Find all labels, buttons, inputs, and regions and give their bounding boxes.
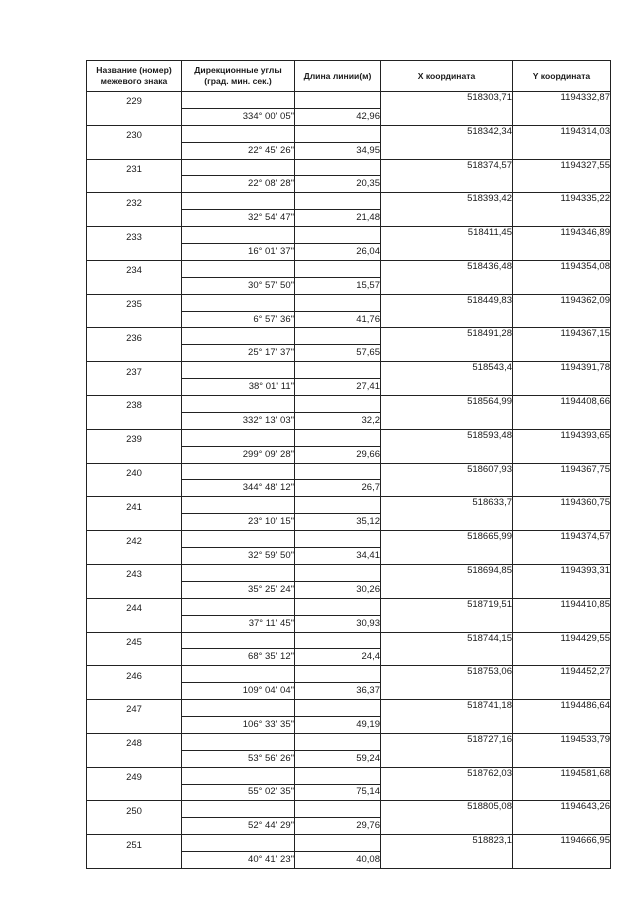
empty-cell	[182, 835, 295, 852]
point-name: 250	[87, 801, 182, 818]
empty-cell	[182, 632, 295, 649]
point-name: 231	[87, 159, 182, 176]
empty-cell	[182, 429, 295, 446]
table-row-segment	[87, 244, 611, 261]
table-row-point	[87, 531, 611, 548]
empty-cell	[87, 412, 182, 429]
empty-cell	[381, 311, 513, 328]
empty-cell	[381, 176, 513, 193]
y-coordinate: 1194533,79	[513, 733, 611, 750]
table-row-segment	[87, 784, 611, 801]
empty-cell	[182, 159, 295, 176]
table-row-segment	[87, 412, 611, 429]
direction-angle: 55° 02' 35"	[182, 784, 295, 801]
header-name: Название (номер) межевого знака	[87, 61, 182, 92]
table-row-segment	[87, 750, 611, 767]
empty-cell	[513, 311, 611, 328]
empty-cell	[87, 480, 182, 497]
x-coordinate: 518393,42	[381, 193, 513, 210]
table-row-segment	[87, 446, 611, 463]
line-length: 24,4	[295, 649, 381, 666]
header-angle: Дирекционные углы (град. мин. сек.)	[182, 61, 295, 92]
empty-cell	[87, 750, 182, 767]
direction-angle: 334° 00' 05"	[182, 108, 295, 125]
empty-cell	[295, 531, 381, 548]
empty-cell	[381, 210, 513, 227]
empty-cell	[182, 125, 295, 142]
direction-angle: 109° 04' 04"	[182, 683, 295, 700]
empty-cell	[295, 396, 381, 413]
empty-cell	[295, 429, 381, 446]
table-row-segment	[87, 649, 611, 666]
empty-cell	[182, 294, 295, 311]
empty-cell	[87, 379, 182, 396]
empty-cell	[381, 446, 513, 463]
table-row-point	[87, 125, 611, 142]
table-row-segment	[87, 683, 611, 700]
table-row-point	[87, 92, 611, 109]
empty-cell	[513, 683, 611, 700]
direction-angle: 25° 17' 37"	[182, 345, 295, 362]
table-row-point	[87, 396, 611, 413]
line-length: 57,65	[295, 345, 381, 362]
direction-angle: 68° 35' 12"	[182, 649, 295, 666]
line-length: 30,93	[295, 615, 381, 632]
y-coordinate: 1194367,75	[513, 463, 611, 480]
x-coordinate: 518607,93	[381, 463, 513, 480]
empty-cell	[182, 396, 295, 413]
empty-cell	[182, 463, 295, 480]
table-row-point	[87, 294, 611, 311]
point-name: 236	[87, 328, 182, 345]
point-name: 235	[87, 294, 182, 311]
empty-cell	[513, 379, 611, 396]
line-length: 20,35	[295, 176, 381, 193]
table-row-segment	[87, 514, 611, 531]
table-row-point	[87, 564, 611, 581]
empty-cell	[381, 716, 513, 733]
empty-cell	[295, 92, 381, 109]
x-coordinate: 518411,45	[381, 227, 513, 244]
x-coordinate: 518593,48	[381, 429, 513, 446]
table-row-point	[87, 429, 611, 446]
point-name: 246	[87, 666, 182, 683]
table-body	[87, 92, 611, 869]
empty-cell	[87, 818, 182, 835]
empty-cell	[513, 784, 611, 801]
line-length: 34,41	[295, 548, 381, 565]
y-coordinate: 1194354,08	[513, 260, 611, 277]
table-row-point	[87, 598, 611, 615]
empty-cell	[381, 480, 513, 497]
direction-angle: 299° 09' 28"	[182, 446, 295, 463]
empty-cell	[87, 514, 182, 531]
direction-angle: 22° 08' 28"	[182, 176, 295, 193]
table-row-segment	[87, 852, 611, 869]
line-length: 42,96	[295, 108, 381, 125]
direction-angle: 38° 01' 11"	[182, 379, 295, 396]
empty-cell	[381, 412, 513, 429]
empty-cell	[381, 514, 513, 531]
empty-cell	[381, 379, 513, 396]
x-coordinate: 518762,03	[381, 767, 513, 784]
empty-cell	[87, 108, 182, 125]
table-row-point	[87, 260, 611, 277]
y-coordinate: 1194367,15	[513, 328, 611, 345]
empty-cell	[295, 632, 381, 649]
point-name: 251	[87, 835, 182, 852]
table-row-segment	[87, 581, 611, 598]
empty-cell	[513, 142, 611, 159]
empty-cell	[381, 784, 513, 801]
point-name: 230	[87, 125, 182, 142]
empty-cell	[182, 328, 295, 345]
table-row-segment	[87, 716, 611, 733]
header-x: X координата	[381, 61, 513, 92]
empty-cell	[381, 852, 513, 869]
empty-cell	[381, 108, 513, 125]
empty-cell	[513, 649, 611, 666]
y-coordinate: 1194410,85	[513, 598, 611, 615]
table-row-segment	[87, 548, 611, 565]
table-row-point	[87, 733, 611, 750]
table-row-segment	[87, 277, 611, 294]
empty-cell	[87, 784, 182, 801]
line-length: 29,66	[295, 446, 381, 463]
line-length: 21,48	[295, 210, 381, 227]
point-name: 248	[87, 733, 182, 750]
y-coordinate: 1194643,26	[513, 801, 611, 818]
table-row-segment	[87, 210, 611, 227]
table-row-segment	[87, 176, 611, 193]
point-name: 249	[87, 767, 182, 784]
table-row-segment	[87, 480, 611, 497]
coordinates-sheet	[86, 60, 610, 869]
empty-cell	[182, 227, 295, 244]
x-coordinate: 518823,1	[381, 835, 513, 852]
empty-cell	[182, 564, 295, 581]
y-coordinate: 1194332,87	[513, 92, 611, 109]
y-coordinate: 1194391,78	[513, 362, 611, 379]
empty-cell	[513, 446, 611, 463]
table-row-point	[87, 666, 611, 683]
y-coordinate: 1194393,65	[513, 429, 611, 446]
empty-cell	[513, 615, 611, 632]
line-length: 75,14	[295, 784, 381, 801]
empty-cell	[513, 548, 611, 565]
empty-cell	[381, 649, 513, 666]
empty-cell	[87, 176, 182, 193]
empty-cell	[513, 210, 611, 227]
empty-cell	[381, 345, 513, 362]
empty-cell	[87, 345, 182, 362]
point-name: 239	[87, 429, 182, 446]
table-row-point	[87, 497, 611, 514]
empty-cell	[87, 244, 182, 261]
line-length: 30,26	[295, 581, 381, 598]
line-length: 41,76	[295, 311, 381, 328]
table-row-segment	[87, 818, 611, 835]
empty-cell	[295, 733, 381, 750]
y-coordinate: 1194666,95	[513, 835, 611, 852]
empty-cell	[87, 548, 182, 565]
x-coordinate: 518342,34	[381, 125, 513, 142]
line-length: 27,41	[295, 379, 381, 396]
empty-cell	[295, 801, 381, 818]
direction-angle: 106° 33' 35"	[182, 716, 295, 733]
table-row-segment	[87, 142, 611, 159]
y-coordinate: 1194327,55	[513, 159, 611, 176]
empty-cell	[87, 581, 182, 598]
empty-cell	[513, 581, 611, 598]
direction-angle: 40° 41' 23"	[182, 852, 295, 869]
x-coordinate: 518719,51	[381, 598, 513, 615]
y-coordinate: 1194581,68	[513, 767, 611, 784]
point-name: 233	[87, 227, 182, 244]
y-coordinate: 1194393,31	[513, 564, 611, 581]
direction-angle: 16° 01' 37"	[182, 244, 295, 261]
empty-cell	[87, 446, 182, 463]
line-length: 15,57	[295, 277, 381, 294]
line-length: 29,76	[295, 818, 381, 835]
empty-cell	[381, 581, 513, 598]
empty-cell	[295, 260, 381, 277]
empty-cell	[87, 210, 182, 227]
empty-cell	[513, 818, 611, 835]
x-coordinate: 518303,71	[381, 92, 513, 109]
x-coordinate: 518753,06	[381, 666, 513, 683]
direction-angle: 22° 45' 26"	[182, 142, 295, 159]
table-row-point	[87, 159, 611, 176]
empty-cell	[295, 497, 381, 514]
direction-angle: 35° 25' 24"	[182, 581, 295, 598]
y-coordinate: 1194429,55	[513, 632, 611, 649]
x-coordinate: 518727,16	[381, 733, 513, 750]
point-name: 234	[87, 260, 182, 277]
empty-cell	[295, 700, 381, 717]
empty-cell	[295, 328, 381, 345]
empty-cell	[295, 227, 381, 244]
direction-angle: 344° 48' 12"	[182, 480, 295, 497]
table-header-row	[87, 61, 611, 92]
table-row-segment	[87, 379, 611, 396]
line-length: 35,12	[295, 514, 381, 531]
empty-cell	[295, 835, 381, 852]
line-length: 40,08	[295, 852, 381, 869]
table-row-point	[87, 328, 611, 345]
table-row-segment	[87, 311, 611, 328]
x-coordinate: 518564,99	[381, 396, 513, 413]
empty-cell	[295, 159, 381, 176]
y-coordinate: 1194452,27	[513, 666, 611, 683]
direction-angle: 32° 59' 50"	[182, 548, 295, 565]
header-y: Y координата	[513, 61, 611, 92]
empty-cell	[513, 277, 611, 294]
point-name: 244	[87, 598, 182, 615]
empty-cell	[513, 108, 611, 125]
empty-cell	[87, 142, 182, 159]
line-length: 59,24	[295, 750, 381, 767]
empty-cell	[87, 615, 182, 632]
empty-cell	[295, 294, 381, 311]
empty-cell	[513, 716, 611, 733]
empty-cell	[87, 852, 182, 869]
empty-cell	[182, 497, 295, 514]
y-coordinate: 1194346,89	[513, 227, 611, 244]
line-length: 32,2	[295, 412, 381, 429]
empty-cell	[513, 412, 611, 429]
empty-cell	[182, 193, 295, 210]
y-coordinate: 1194408,66	[513, 396, 611, 413]
empty-cell	[295, 564, 381, 581]
header-length: Длина линии(м)	[295, 61, 381, 92]
empty-cell	[381, 244, 513, 261]
empty-cell	[381, 818, 513, 835]
table-row-point	[87, 227, 611, 244]
empty-cell	[182, 598, 295, 615]
point-name: 229	[87, 92, 182, 109]
direction-angle: 23° 10' 15"	[182, 514, 295, 531]
empty-cell	[182, 92, 295, 109]
table-row-point	[87, 700, 611, 717]
empty-cell	[87, 649, 182, 666]
empty-cell	[381, 683, 513, 700]
point-name: 245	[87, 632, 182, 649]
empty-cell	[295, 463, 381, 480]
direction-angle: 53° 56' 26"	[182, 750, 295, 767]
y-coordinate: 1194335,22	[513, 193, 611, 210]
empty-cell	[87, 311, 182, 328]
table-row-point	[87, 801, 611, 818]
point-name: 232	[87, 193, 182, 210]
table-row-point	[87, 193, 611, 210]
y-coordinate: 1194360,75	[513, 497, 611, 514]
x-coordinate: 518449,83	[381, 294, 513, 311]
table-row-segment	[87, 345, 611, 362]
x-coordinate: 518805,08	[381, 801, 513, 818]
empty-cell	[381, 615, 513, 632]
coordinates-table	[86, 60, 611, 869]
table-row-segment	[87, 108, 611, 125]
direction-angle: 332° 13' 03"	[182, 412, 295, 429]
empty-cell	[87, 683, 182, 700]
empty-cell	[513, 345, 611, 362]
empty-cell	[513, 852, 611, 869]
y-coordinate: 1194314,03	[513, 125, 611, 142]
empty-cell	[87, 277, 182, 294]
point-name: 247	[87, 700, 182, 717]
x-coordinate: 518543,4	[381, 362, 513, 379]
empty-cell	[182, 733, 295, 750]
direction-angle: 32° 54' 47"	[182, 210, 295, 227]
table-row-point	[87, 362, 611, 379]
x-coordinate: 518744,15	[381, 632, 513, 649]
x-coordinate: 518436,48	[381, 260, 513, 277]
empty-cell	[513, 750, 611, 767]
point-name: 241	[87, 497, 182, 514]
point-name: 242	[87, 531, 182, 548]
x-coordinate: 518633,7	[381, 497, 513, 514]
empty-cell	[295, 598, 381, 615]
point-name: 243	[87, 564, 182, 581]
x-coordinate: 518694,85	[381, 564, 513, 581]
table-row-point	[87, 767, 611, 784]
empty-cell	[295, 125, 381, 142]
empty-cell	[381, 142, 513, 159]
empty-cell	[182, 260, 295, 277]
empty-cell	[295, 193, 381, 210]
line-length: 26,04	[295, 244, 381, 261]
x-coordinate: 518665,99	[381, 531, 513, 548]
x-coordinate: 518374,57	[381, 159, 513, 176]
empty-cell	[182, 531, 295, 548]
empty-cell	[295, 666, 381, 683]
line-length: 49,19	[295, 716, 381, 733]
empty-cell	[182, 700, 295, 717]
x-coordinate: 518741,18	[381, 700, 513, 717]
point-name: 240	[87, 463, 182, 480]
line-length: 36,37	[295, 683, 381, 700]
empty-cell	[513, 176, 611, 193]
empty-cell	[182, 362, 295, 379]
empty-cell	[295, 767, 381, 784]
table-row-segment	[87, 615, 611, 632]
empty-cell	[513, 480, 611, 497]
point-name: 238	[87, 396, 182, 413]
y-coordinate: 1194486,64	[513, 700, 611, 717]
direction-angle: 6° 57' 36"	[182, 311, 295, 328]
y-coordinate: 1194374,57	[513, 531, 611, 548]
empty-cell	[381, 750, 513, 767]
y-coordinate: 1194362,09	[513, 294, 611, 311]
direction-angle: 30° 57' 50"	[182, 277, 295, 294]
empty-cell	[513, 514, 611, 531]
table-row-point	[87, 632, 611, 649]
empty-cell	[87, 716, 182, 733]
empty-cell	[182, 666, 295, 683]
empty-cell	[182, 767, 295, 784]
point-name: 237	[87, 362, 182, 379]
empty-cell	[381, 548, 513, 565]
table-row-point	[87, 835, 611, 852]
empty-cell	[182, 801, 295, 818]
empty-cell	[381, 277, 513, 294]
line-length: 34,95	[295, 142, 381, 159]
empty-cell	[513, 244, 611, 261]
line-length: 26,7	[295, 480, 381, 497]
table-row-point	[87, 463, 611, 480]
x-coordinate: 518491,28	[381, 328, 513, 345]
empty-cell	[295, 362, 381, 379]
direction-angle: 52° 44' 29"	[182, 818, 295, 835]
direction-angle: 37° 11' 45"	[182, 615, 295, 632]
